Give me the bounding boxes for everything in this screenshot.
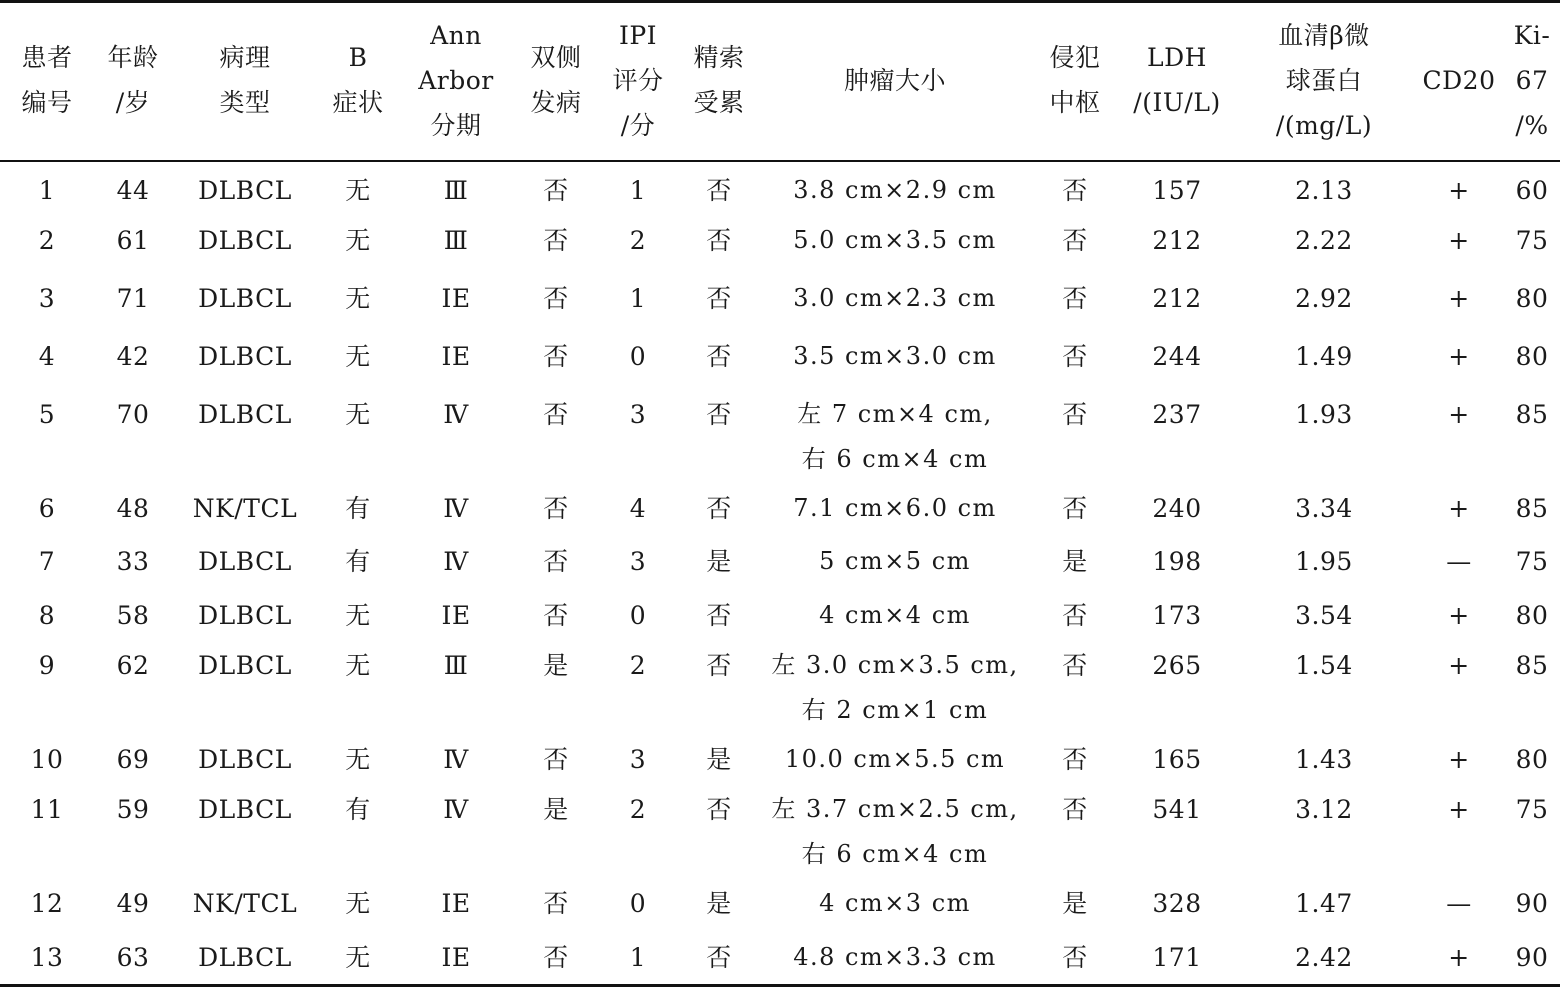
- cell-age: 61: [116, 226, 150, 255]
- cell-age: 49: [116, 889, 150, 918]
- cell-b-symptoms: 无: [345, 745, 371, 774]
- cell-spermatic-cord: 否: [706, 795, 732, 824]
- table-row: [0, 593, 1560, 643]
- cell-ann-arbor-stage: Ⅲ: [443, 226, 469, 255]
- cell-b-symptoms: 无: [345, 284, 371, 313]
- cell-b-symptoms: 有: [345, 795, 371, 824]
- cell-beta2-microglobulin: 2.22: [1295, 226, 1353, 255]
- header-beta2-microglobulin: 血清β微 球蛋白 /(mg/L): [1275, 20, 1373, 140]
- cell-b-symptoms: 无: [345, 651, 371, 680]
- cell-beta2-microglobulin: 1.54: [1295, 651, 1353, 680]
- header-age: 年龄 /岁: [107, 43, 159, 117]
- cell-patient-id: 13: [30, 943, 64, 972]
- cell-tumor-size: 3.8 cm×2.9 cm: [793, 176, 997, 204]
- cell-patient-id: 2: [38, 226, 56, 255]
- cell-ldh: 328: [1152, 889, 1202, 918]
- table-row: [0, 787, 1560, 881]
- cell-ipi-score: 2: [629, 226, 647, 255]
- cell-beta2-microglobulin: 3.34: [1295, 494, 1353, 523]
- cell-age: 62: [116, 651, 150, 680]
- cell-cns-invasion: 否: [1062, 284, 1088, 313]
- cell-ldh: 212: [1152, 284, 1202, 313]
- cell-cd20: —: [1446, 889, 1472, 918]
- cell-cd20: —: [1446, 547, 1472, 576]
- cell-ipi-score: 1: [629, 284, 647, 313]
- cell-ipi-score: 3: [629, 745, 647, 774]
- cell-cd20: +: [1448, 943, 1470, 972]
- cell-cns-invasion: 否: [1062, 342, 1088, 371]
- cell-pathology-type: DLBCL: [198, 547, 292, 576]
- cell-tumor-size: 左 3.7 cm×2.5 cm, 右 6 cm×4 cm: [771, 795, 1019, 868]
- cell-cns-invasion: 否: [1062, 176, 1088, 205]
- cell-pathology-type: DLBCL: [198, 745, 292, 774]
- cell-ki67: 85: [1515, 400, 1549, 429]
- header-cd20: CD20: [1422, 65, 1496, 95]
- table-header: [0, 0, 1560, 160]
- table-row: [0, 935, 1560, 989]
- cell-b-symptoms: 有: [345, 494, 371, 523]
- cell-ipi-score: 2: [629, 795, 647, 824]
- cell-pathology-type: DLBCL: [198, 342, 292, 371]
- cell-ipi-score: 0: [629, 889, 647, 918]
- cell-ipi-score: 0: [629, 342, 647, 371]
- cell-ldh: 541: [1152, 795, 1202, 824]
- cell-pathology-type: DLBCL: [198, 284, 292, 313]
- table-row: [0, 539, 1560, 593]
- cell-ann-arbor-stage: Ⅳ: [443, 494, 469, 523]
- cell-ki67: 90: [1515, 889, 1549, 918]
- cell-patient-id: 7: [38, 547, 56, 576]
- cell-beta2-microglobulin: 3.54: [1295, 601, 1353, 630]
- cell-cns-invasion: 否: [1062, 601, 1088, 630]
- cell-patient-id: 9: [38, 651, 56, 680]
- cell-cns-invasion: 否: [1062, 494, 1088, 523]
- cell-ki67: 60: [1515, 176, 1549, 205]
- cell-spermatic-cord: 是: [706, 745, 732, 774]
- cell-b-symptoms: 无: [345, 601, 371, 630]
- table-row: [0, 160, 1560, 218]
- cell-ipi-score: 3: [629, 547, 647, 576]
- cell-ann-arbor-stage: Ⅲ: [443, 176, 469, 205]
- cell-cd20: +: [1448, 494, 1470, 523]
- header-pathology-type: 病理 类型: [219, 43, 271, 117]
- cell-age: 63: [116, 943, 150, 972]
- cell-beta2-microglobulin: 3.12: [1295, 795, 1353, 824]
- cell-b-symptoms: 无: [345, 226, 371, 255]
- cell-cns-invasion: 否: [1062, 943, 1088, 972]
- cell-beta2-microglobulin: 1.47: [1295, 889, 1353, 918]
- cell-ki67: 85: [1515, 651, 1549, 680]
- cell-age: 58: [116, 601, 150, 630]
- cell-pathology-type: DLBCL: [198, 226, 292, 255]
- cell-ipi-score: 4: [629, 494, 647, 523]
- cell-cd20: +: [1448, 176, 1470, 205]
- cell-tumor-size: 4 cm×3 cm: [819, 889, 971, 917]
- cell-tumor-size: 4.8 cm×3.3 cm: [793, 943, 997, 971]
- table-row: [0, 737, 1560, 787]
- cell-ann-arbor-stage: Ⅲ: [443, 651, 469, 680]
- cell-spermatic-cord: 否: [706, 494, 732, 523]
- cell-ann-arbor-stage: ⅠE: [441, 284, 471, 313]
- cell-tumor-size: 10.0 cm×5.5 cm: [784, 745, 1006, 773]
- cell-cd20: +: [1448, 745, 1470, 774]
- cell-ki67: 80: [1515, 745, 1549, 774]
- cell-ann-arbor-stage: ⅠE: [441, 943, 471, 972]
- cell-tumor-size: 3.5 cm×3.0 cm: [793, 342, 997, 370]
- cell-ldh: 165: [1152, 745, 1202, 774]
- cell-beta2-microglobulin: 1.49: [1295, 342, 1353, 371]
- cell-cns-invasion: 是: [1062, 547, 1088, 576]
- cell-beta2-microglobulin: 1.95: [1295, 547, 1353, 576]
- cell-spermatic-cord: 否: [706, 226, 732, 255]
- cell-pathology-type: DLBCL: [198, 795, 292, 824]
- cell-bilateral: 否: [543, 943, 569, 972]
- cell-spermatic-cord: 是: [706, 547, 732, 576]
- cell-ldh: 157: [1152, 176, 1202, 205]
- cell-ipi-score: 1: [629, 176, 647, 205]
- cell-bilateral: 否: [543, 176, 569, 205]
- cell-ki67: 80: [1515, 601, 1549, 630]
- cell-b-symptoms: 无: [345, 943, 371, 972]
- cell-cns-invasion: 否: [1062, 795, 1088, 824]
- table-row: [0, 392, 1560, 486]
- header-ldh: LDH /(IU/L): [1133, 43, 1221, 117]
- cell-bilateral: 否: [543, 400, 569, 429]
- cell-ldh: 198: [1152, 547, 1202, 576]
- cell-bilateral: 否: [543, 494, 569, 523]
- cell-age: 42: [116, 342, 150, 371]
- cell-bilateral: 否: [543, 601, 569, 630]
- cell-ldh: 173: [1152, 601, 1202, 630]
- cell-tumor-size: 左 3.0 cm×3.5 cm, 右 2 cm×1 cm: [771, 651, 1019, 724]
- table-row: [0, 218, 1560, 276]
- cell-ipi-score: 0: [629, 601, 647, 630]
- cell-age: 48: [116, 494, 150, 523]
- cell-tumor-size: 左 7 cm×4 cm, 右 6 cm×4 cm: [797, 400, 993, 473]
- cell-beta2-microglobulin: 2.13: [1295, 176, 1353, 205]
- cell-bilateral: 否: [543, 889, 569, 918]
- cell-ann-arbor-stage: Ⅳ: [443, 795, 469, 824]
- cell-ldh: 171: [1152, 943, 1202, 972]
- cell-ipi-score: 3: [629, 400, 647, 429]
- cell-cns-invasion: 是: [1062, 889, 1088, 918]
- cell-b-symptoms: 无: [345, 342, 371, 371]
- header-ki67: Ki-67 /%: [1513, 20, 1551, 140]
- cell-patient-id: 6: [38, 494, 56, 523]
- cell-ki67: 90: [1515, 943, 1549, 972]
- cell-ann-arbor-stage: ⅠE: [441, 342, 471, 371]
- table-row: [0, 276, 1560, 334]
- cell-bilateral: 是: [543, 795, 569, 824]
- cell-spermatic-cord: 否: [706, 176, 732, 205]
- table-row: [0, 643, 1560, 737]
- cell-age: 44: [116, 176, 150, 205]
- cell-bilateral: 是: [543, 651, 569, 680]
- cell-ann-arbor-stage: Ⅳ: [443, 400, 469, 429]
- cell-spermatic-cord: 否: [706, 943, 732, 972]
- cell-cns-invasion: 否: [1062, 226, 1088, 255]
- cell-tumor-size: 7.1 cm×6.0 cm: [793, 494, 997, 522]
- header-tumor-size: 肿瘤大小: [843, 65, 946, 95]
- cell-age: 71: [116, 284, 150, 313]
- cell-cns-invasion: 否: [1062, 400, 1088, 429]
- cell-patient-id: 12: [30, 889, 64, 918]
- cell-bilateral: 否: [543, 745, 569, 774]
- header-cns-invasion: 侵犯 中枢: [1049, 43, 1101, 117]
- cell-ann-arbor-stage: Ⅳ: [443, 547, 469, 576]
- cell-pathology-type: NK/TCL: [192, 494, 298, 523]
- cell-ldh: 240: [1152, 494, 1202, 523]
- cell-tumor-size: 3.0 cm×2.3 cm: [793, 284, 997, 312]
- cell-ki67: 75: [1515, 547, 1549, 576]
- cell-spermatic-cord: 否: [706, 651, 732, 680]
- cell-beta2-microglobulin: 1.43: [1295, 745, 1353, 774]
- cell-patient-id: 8: [38, 601, 56, 630]
- cell-age: 33: [116, 547, 150, 576]
- cell-beta2-microglobulin: 2.42: [1295, 943, 1353, 972]
- cell-b-symptoms: 有: [345, 547, 371, 576]
- cell-cd20: +: [1448, 342, 1470, 371]
- cell-beta2-microglobulin: 1.93: [1295, 400, 1353, 429]
- cell-patient-id: 4: [38, 342, 56, 371]
- cell-pathology-type: DLBCL: [198, 400, 292, 429]
- cell-ann-arbor-stage: Ⅳ: [443, 745, 469, 774]
- cell-b-symptoms: 无: [345, 400, 371, 429]
- header-row: [0, 0, 1560, 160]
- cell-ki67: 75: [1515, 795, 1549, 824]
- cell-beta2-microglobulin: 2.92: [1295, 284, 1353, 313]
- cell-pathology-type: DLBCL: [198, 601, 292, 630]
- cell-cd20: +: [1448, 601, 1470, 630]
- header-bilateral: 双侧 发病: [530, 43, 582, 117]
- header-ipi-score: IPI 评分 /分: [612, 20, 664, 140]
- cell-ipi-score: 1: [629, 943, 647, 972]
- cell-ki67: 80: [1515, 342, 1549, 371]
- cell-bilateral: 否: [543, 226, 569, 255]
- cell-spermatic-cord: 是: [706, 889, 732, 918]
- header-ann-arbor-stage: Ann Arbor 分期: [418, 20, 494, 140]
- cell-age: 69: [116, 745, 150, 774]
- cell-cd20: +: [1448, 284, 1470, 313]
- cell-cd20: +: [1448, 226, 1470, 255]
- cell-ann-arbor-stage: ⅠE: [441, 889, 471, 918]
- header-b-symptoms: B 症状: [332, 43, 384, 117]
- cell-cns-invasion: 否: [1062, 651, 1088, 680]
- cell-spermatic-cord: 否: [706, 400, 732, 429]
- cell-patient-id: 11: [30, 795, 64, 824]
- cell-bilateral: 否: [543, 342, 569, 371]
- cell-pathology-type: DLBCL: [198, 943, 292, 972]
- cell-patient-id: 5: [38, 400, 56, 429]
- cell-b-symptoms: 无: [345, 176, 371, 205]
- cell-ldh: 212: [1152, 226, 1202, 255]
- cell-pathology-type: DLBCL: [198, 651, 292, 680]
- cell-cns-invasion: 否: [1062, 745, 1088, 774]
- table-row: [0, 486, 1560, 539]
- table-body: [0, 160, 1560, 989]
- table-row: [0, 881, 1560, 935]
- cell-ann-arbor-stage: ⅠE: [441, 601, 471, 630]
- cell-cd20: +: [1448, 651, 1470, 680]
- cell-ldh: 244: [1152, 342, 1202, 371]
- cell-age: 70: [116, 400, 150, 429]
- header-spermatic-cord: 精索 受累: [693, 43, 745, 117]
- cell-tumor-size: 5.0 cm×3.5 cm: [793, 226, 997, 254]
- cell-cd20: +: [1448, 400, 1470, 429]
- cell-ldh: 265: [1152, 651, 1202, 680]
- cell-ipi-score: 2: [629, 651, 647, 680]
- cell-tumor-size: 4 cm×4 cm: [819, 601, 971, 629]
- cell-ki67: 75: [1515, 226, 1549, 255]
- cell-age: 59: [116, 795, 150, 824]
- cell-tumor-size: 5 cm×5 cm: [819, 547, 971, 575]
- cell-bilateral: 否: [543, 547, 569, 576]
- cell-bilateral: 否: [543, 284, 569, 313]
- cell-pathology-type: DLBCL: [198, 176, 292, 205]
- cell-b-symptoms: 无: [345, 889, 371, 918]
- cell-ldh: 237: [1152, 400, 1202, 429]
- cell-patient-id: 10: [30, 745, 64, 774]
- cell-patient-id: 1: [38, 176, 56, 205]
- cell-cd20: +: [1448, 795, 1470, 824]
- cell-spermatic-cord: 否: [706, 601, 732, 630]
- header-patient-id: 患者 编号: [21, 43, 73, 117]
- cell-ki67: 85: [1515, 494, 1549, 523]
- cell-pathology-type: NK/TCL: [192, 889, 298, 918]
- cell-spermatic-cord: 否: [706, 284, 732, 313]
- cell-ki67: 80: [1515, 284, 1549, 313]
- cell-spermatic-cord: 否: [706, 342, 732, 371]
- cell-patient-id: 3: [38, 284, 56, 313]
- table-row: [0, 334, 1560, 392]
